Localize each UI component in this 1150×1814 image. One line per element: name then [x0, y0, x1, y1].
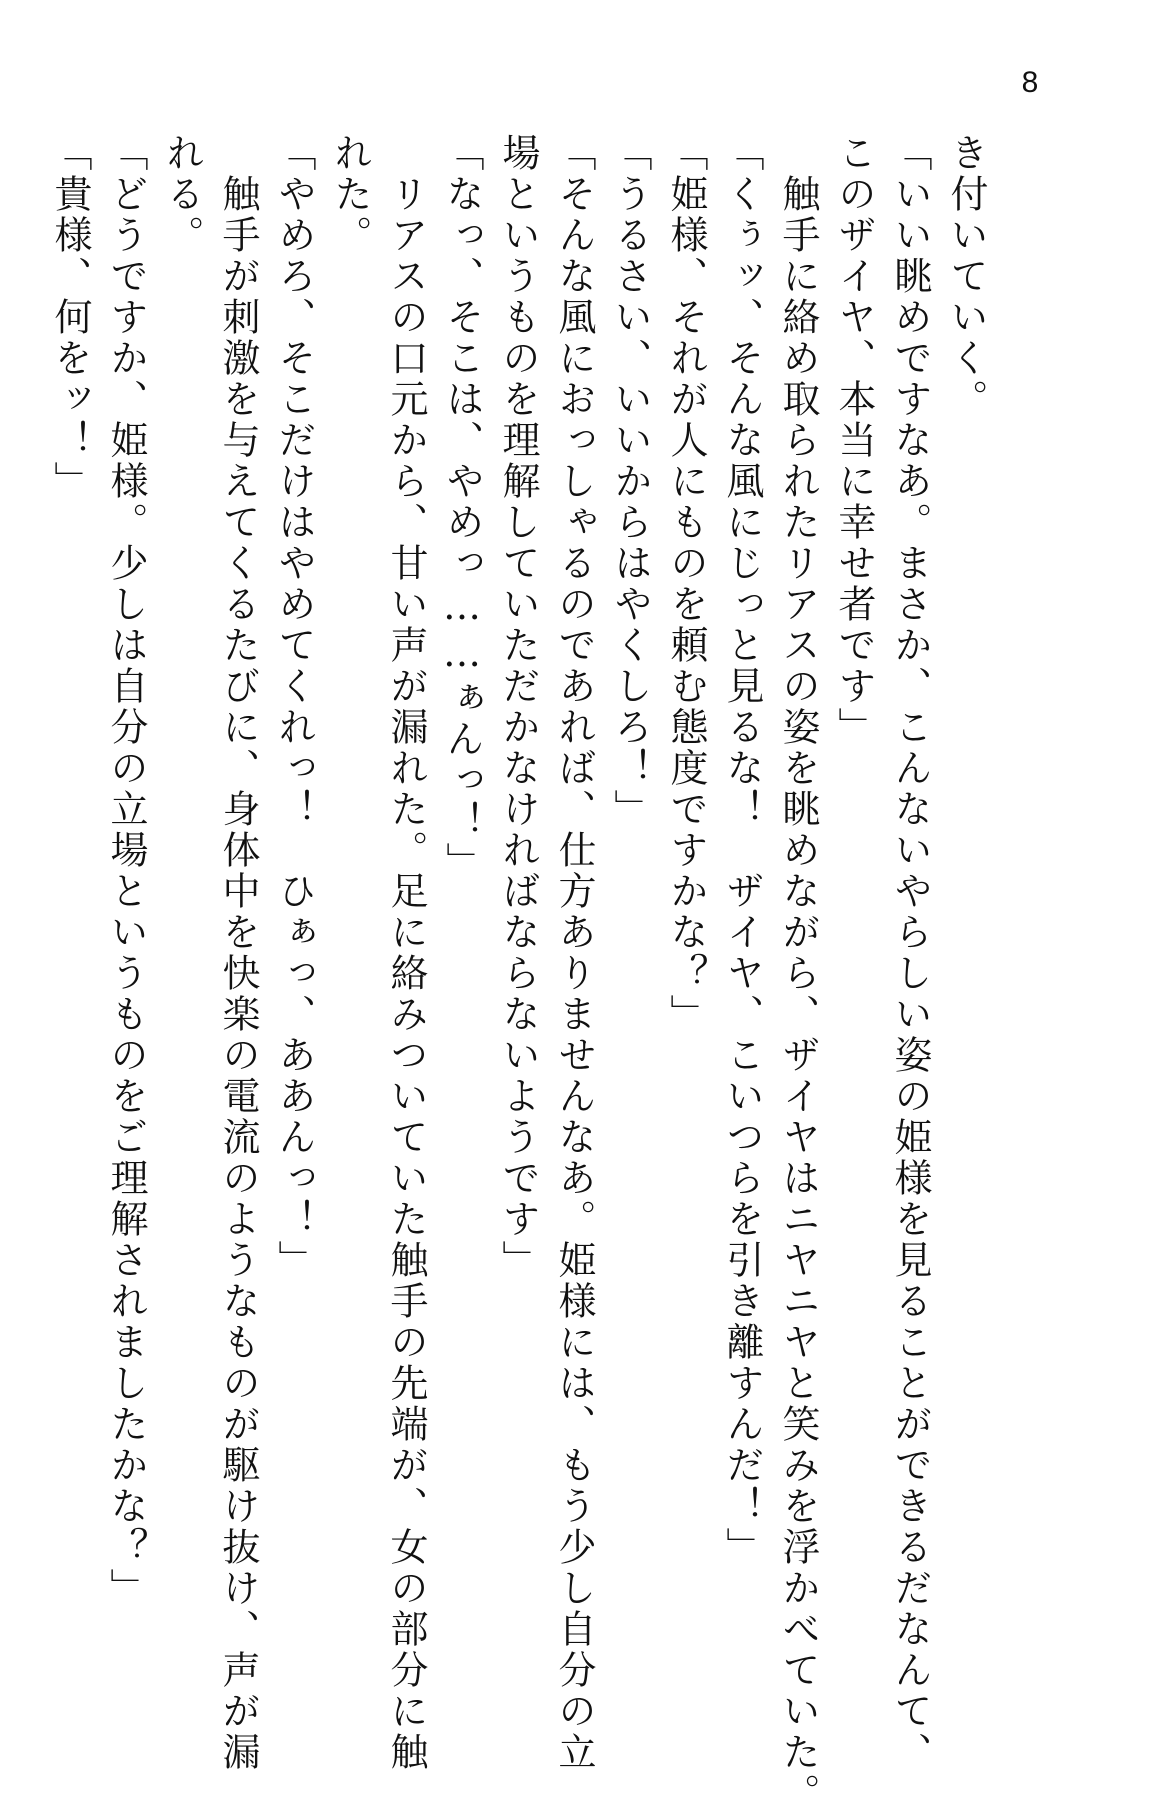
text-line: 「いい眺めですなあ。まさか、こんないやらしい姿の姫様を見ることができるだなんて、 — [888, 133, 932, 1773]
text-line: 触手に絡め取られたリアスの姿を眺めながら、ザイヤはニヤニヤと笑みを浮かべていた。 — [776, 133, 820, 1814]
page-number: 8 — [1021, 66, 1039, 99]
text-line: 「くぅッ、そんな風にじっと見るな！ ザイヤ、こいつらを引き離すんだ！」 — [720, 133, 764, 1568]
text-line: 「そんな風におっしゃるのであれば、仕方ありませんなあ。姫様には、もう少し自分の立 — [552, 133, 596, 1773]
text-line: 場というものを理解していただかなければならないようです」 — [496, 133, 540, 1281]
text-line: 「やめろ、そこだけはやめてくれっ！ ひぁっ、ああんっ！」 — [272, 133, 316, 1281]
text-line: 「どうですか、姫様。少しは自分の立場というものをご理解されましたかな？」 — [104, 133, 148, 1609]
text-line: このザイヤ、本当に幸せ者です」 — [832, 133, 876, 748]
text-line: 「うるさい、いいからはやくしろ！」 — [608, 133, 652, 830]
text-line: 「姫様、それが人にものを頼む態度ですかな？」 — [664, 133, 708, 1035]
text-line: き付いていく。 — [944, 133, 988, 420]
text-line: 「なっ、そこは、やめっ……ぁんっ！」 — [440, 133, 484, 883]
text-line: れる。 — [160, 133, 204, 256]
text-line: 「貴様、何をッ！」 — [48, 133, 92, 502]
text-block — [42, 133, 994, 1814]
text-line: れた。 — [328, 133, 372, 256]
text-line: 触手が刺激を与えてくるたびに、身体中を快楽の電流のようなものが駆け抜け、声が漏 — [216, 133, 260, 1773]
text-line: リアスの口元から、甘い声が漏れた。足に絡みついていた触手の先端が、女の部分に触 — [384, 133, 428, 1773]
